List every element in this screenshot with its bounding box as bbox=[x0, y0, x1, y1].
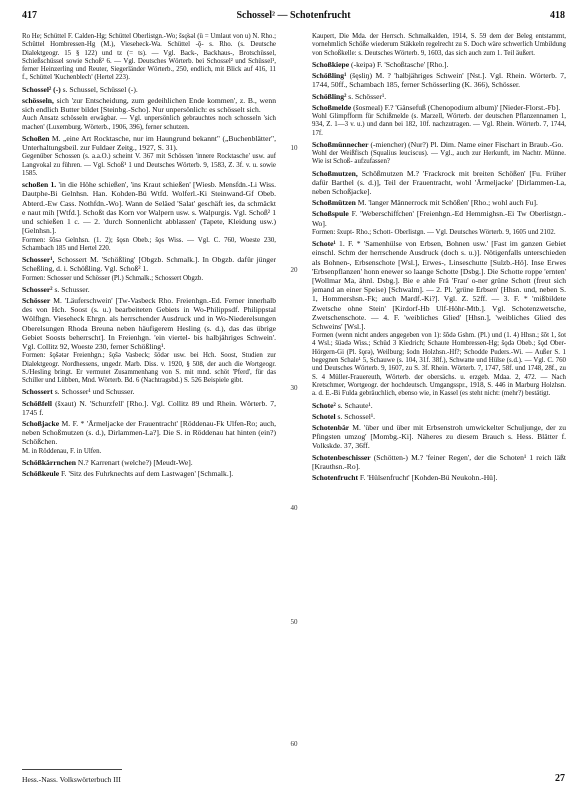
entry-text: M. in Röddenau, F. in Ulfen. bbox=[22, 447, 102, 455]
page-header bbox=[22, 10, 565, 24]
dictionary-entry bbox=[312, 401, 566, 410]
dictionary-entry bbox=[22, 85, 276, 94]
line-number-10: 10 bbox=[290, 144, 298, 152]
entry-text: M. 'über und über mit Erbsenstroh umwickelter Schuljunge, der zu Pfingsten umzog' [Mombg.-Ki]. Näheres zu diesem Brauch s. Hess. Blätter f. Volkskde. 37, 36ff. bbox=[312, 422, 566, 451]
line-number-30: 30 bbox=[290, 384, 298, 392]
entry-text: N.? Karrenart (welche?) [Meudt-We]. bbox=[76, 457, 193, 467]
dictionary-entry bbox=[312, 140, 566, 149]
dictionary-entry bbox=[22, 296, 276, 351]
dictionary-entry bbox=[312, 169, 566, 197]
entry-text: F. 'Sitz des Fuhrknechts auf dem Lastwagen' [Schmalk.]. bbox=[59, 469, 234, 479]
entry-headword: Schoßmutzen, bbox=[312, 168, 358, 178]
entry-text: Formen: Schosser und Schösser (Pl.) Schmalk.; Schossert Obgzb. bbox=[22, 274, 204, 282]
entry-headword: schoßen 1. bbox=[22, 180, 57, 190]
line-number-20: 20 bbox=[290, 266, 298, 274]
entry-text: Ro He; Schüttel F. Calden-Hg; Schüttel Oberlistgn.-Wo; šsǫ̈sǝl (ü = Umlaut von u) N. Rho.; Schüttel Hombressen-Hg (M.), Vieseheck-Wa. Schüttel -ǭ- s. Rho. (s. Deutsche Dialektgeogr. 15 § 122) und tz (= ts). — Vgl. Back-, Backhaus-, Brotschüssel, Schießschüssel sowie Schoß² 6. — Vgl. Deutsches Wörterb. bei Schossel² und Schüssel¹, ferner Heinzerling und Reuter, Siegerländer Wörterb., 250, endlich, mit Blick auf 416, 11 f., Schüttel 'Kuchenblech' (Hertel 223). bbox=[22, 33, 276, 82]
dictionary-entry bbox=[22, 469, 276, 478]
dictionary-entry bbox=[22, 387, 276, 396]
entry-text: Formen (wenn nicht anders angegeben von 1): šōdə Gshm. (Pl.) und (1. 4) Hhsn.; šōt 1, šot 4 Wsl.; šüədə Wiss.; Schüd 3 Kiedrich; Schaute Hombressen-Hg; šǫdə Obeb.; šǫd Ober-Hörgern-Gi (Pl. šǫrə), Weilburg; šodn Holzhsn.-Hf?; Schodde Puders.-Wi. — Außer S. 1 begegnen Schale¹ 5, Schauwe (s. 104, 31f. 38f.), Schwatte und Hülse (s.d.). — Vgl. C. 760 und Deutsches Wörterb. 9, 1607, zu S. 3f. Rhein. Wörterb. 7, 1747, 58f. und 1748, 28f., zu S. 4 Müller-Frauereuth, Wörterb. der obersächs. u. erzgeb. Mdaa. 2, 472. — Nach Kretschmer, Wortgeogr. der hochdeutsch. Umgangsspr., 1918, S. 446 in Marburg Holzhsn. a. d. E.-Bi Fulda gebräuchlich, ebenso wie, in Kassel (es steht nicht: (mehr?) bestätigt. bbox=[312, 332, 566, 398]
entry-text: F. 'Weberschiffchen' [Freienhgn.-Ed Hemmighsn.-Ei Tw Oberlistgn.-Wo]. bbox=[312, 209, 566, 228]
dictionary-entry bbox=[22, 96, 276, 114]
entry-headword: Schosser¹, bbox=[22, 255, 55, 265]
dictionary-entry bbox=[312, 71, 566, 89]
dictionary-entry bbox=[22, 458, 276, 467]
entry-headword: Schoßmützen bbox=[312, 198, 356, 208]
entry-text: (šxaut) N. 'Schurzfell' [Rho.]. Vgl. Collitz 89 und Rhein. Wörterb. 7, 1745 f. bbox=[22, 398, 276, 417]
dictionary-entry bbox=[22, 255, 276, 273]
entry-text: s. Schossel¹. bbox=[335, 411, 376, 421]
dictionary-note bbox=[312, 150, 566, 167]
dictionary-note bbox=[22, 33, 276, 83]
dictionary-note bbox=[312, 229, 566, 237]
dictionary-entry bbox=[22, 285, 276, 294]
entry-text: Schossert M. 'Schößling' [Obgzb. Schmalk.]. In Obgzb. dafür jünger Scheßling, d. i. Schößling. Vgl. Schoß² 1. bbox=[22, 255, 276, 274]
dictionary-note bbox=[312, 113, 566, 138]
dictionary-entry bbox=[312, 239, 566, 331]
entry-text: Schößmutzen M.? 'Frackrock mit breiten Schößen' [Fu. Früher dafür Barthel (s. d.)], Teil der Frauentracht, wohl 'Ärmeljacke' [Dirlammen-La, neben Schoßjacke]. bbox=[312, 168, 566, 196]
dictionary-entry bbox=[312, 473, 566, 482]
entry-headword: Schösser bbox=[22, 296, 51, 305]
dictionary-entry bbox=[312, 423, 566, 451]
entry-text: M. 'langer Männerrock mit Schößen' [Rho.; wohl auch Fu]. bbox=[355, 198, 538, 208]
entry-headword: Schotenbär bbox=[312, 422, 350, 432]
entry-text: Formen: šōsə Gelnhsn. (1. 2); šǫsn Obeb.; šǫs Wiss. — Vgl. C. 760, Woeste 230, Schambach 185 und Hertel 220. bbox=[22, 236, 276, 252]
entry-text: s. Schosser¹ und Schusser. bbox=[52, 387, 135, 397]
dictionary-note bbox=[22, 275, 276, 283]
dictionary-entry bbox=[312, 60, 566, 69]
entry-headword: Schößling¹ bbox=[312, 71, 347, 81]
entry-headword: Schotel bbox=[312, 411, 336, 421]
entry-headword: Schossel² (-) bbox=[22, 84, 61, 94]
entry-text: s. Schaute¹. bbox=[335, 400, 373, 410]
dictionary-note bbox=[22, 352, 276, 385]
entry-text: (-miencher) (Nur?) Pl. Dim. Name einer Fischart in Braub.-Go. bbox=[368, 139, 564, 149]
entry-headword: Schoßmünnecher bbox=[312, 139, 369, 149]
entry-text: Formen: šxupt- Rho.; Schott- Oberlistgn. — Vgl. Deutsches Wörterb. 9, 1605 und 2102. bbox=[312, 228, 556, 236]
dictionary-entry bbox=[312, 103, 566, 112]
entry-text: 'in die Höhe schießen', 'ins Kraut schießen' [Wiesb. Mensfdn.-Li Wiss. Dautphe-Bi Gelnhsn. Han. Kohden-Bü Wtfd. Wolferl.-Ki Steinwand-Gf Obeb. Abterd.-Ew Cass. Nothfdn.-Wo]. Wann de Seläed 'Salat' geschäft ies, da schmäckt e naut mih [Wtfd.]. Schoßt das Korn vor Walpern usw. s. Walpurgis. Vgl. Schoß² 1 und schießen 1 c. — 2. 'durch Sonnenlicht abblassen' (Tapete, Kleidung usw.) [Gelnhsn.]. bbox=[22, 180, 276, 236]
dictionary-entry bbox=[312, 453, 566, 471]
entry-text: Gegenüber Schossen (s. a.a.O.) scheint V. 367 mit Schössen 'innere Rocktasche' usw. auf Langvokal zu führen. — Vgl. Schoß¹ 1 und Deutsches Wörterb. 9, 1583, Z. 3f. v. u. sowie 1585. bbox=[22, 153, 276, 177]
entry-text: (šęsliŋ) M. ? 'halbjähriges Schwein' [Nst.]. Vgl. Rhein. Wörterb. 7, 1744, 50ff., Schambach 185, ferner Schösserling (K. 366), Schösser. bbox=[312, 71, 566, 90]
entry-text: s. Schussel, Schüssel (-). bbox=[60, 84, 138, 94]
dictionary-entry bbox=[312, 209, 566, 227]
entry-text: Wohl der Weißfisch (Squalius leuciscus). — Vgl., auch zur Herkunft, im Nachtr. Münne. Wie ist Schoß- aufzufassen? bbox=[312, 150, 566, 166]
entry-text: s. Schösser¹. bbox=[346, 91, 387, 101]
entry-headword: Schoßen bbox=[22, 133, 50, 143]
entry-text: (-keipə) F. 'Schoßtasche' [Rho.]. bbox=[349, 59, 449, 69]
entry-headword: Schoßkiepe bbox=[312, 59, 350, 69]
entry-headword: Schößling² bbox=[312, 91, 347, 101]
entry-text: s. Schusser. bbox=[52, 284, 90, 294]
entry-text: Kaupert, Die Mda. der Herrsch. Schmalkalden, 1914, S. 59 dem der Beleg entstammt, vornehmlich Schöße wiederum Stäkkeln regelrecht zu S. Doch wäre schwerlich Umbildung von Schoßkelle: s. Deutsches Wörterb. 9, 1603, das sich auch zum 1. Teil äußert. bbox=[312, 33, 566, 57]
dictionary-entry bbox=[312, 92, 566, 101]
entry-headword: Schotenbeschisser bbox=[312, 452, 371, 462]
dictionary-note bbox=[22, 237, 276, 254]
running-title: Schossel² — Schotenfrucht bbox=[236, 10, 351, 21]
dictionary-note bbox=[22, 448, 276, 456]
entry-text: (šosmeal) F.? 'Gänsefuß (Chenopodium album)' [Nieder-Florst.-Fb]. bbox=[351, 102, 561, 112]
line-number-40: 40 bbox=[290, 504, 298, 512]
entry-text: (Schötten-) M.? 'feiner Regen', der die Schoten¹ 1 reich läßt [Krauthsn.-Ro]. bbox=[312, 452, 566, 471]
dictionary-note bbox=[22, 153, 276, 178]
entry-headword: schösseln, bbox=[22, 95, 54, 105]
footer-sheet-number: 27 bbox=[555, 773, 565, 784]
entry-headword: Schoßspule bbox=[312, 209, 349, 219]
entry-text: M. F. * 'Ärmeljacke der Frauentracht' [Röddenau-Fk Ulfen-Ro; auch, neben Schoßmutzen (s. d.), Dirlammen-La?]. Die S. in Röddenau hat hinten (ein?) Schößchen. bbox=[22, 419, 276, 447]
dictionary-entry bbox=[22, 180, 276, 235]
entry-text: Auch Ansatz schösseln erwägbar. — Vgl. unpersönlich gebrauchtes noch schosseln 'sich machen' (Luxemburg. Wörterb., 1906, 396), ferner schutzen. bbox=[22, 115, 276, 131]
entry-headword: Schote² bbox=[312, 400, 336, 410]
entry-headword: Schossert bbox=[22, 387, 53, 397]
dictionary-entry bbox=[22, 399, 276, 417]
page-number-right: 418 bbox=[550, 10, 565, 21]
entry-text: M. „eine Art Rocktasche, nur im Haungrund bekannt" („Buchenblätter", Unterhaltungsbeil. zur Fuldaer Zeitg., 1927, S. 31). bbox=[22, 133, 276, 153]
entry-text: sich 'zur Entscheidung, zum gedeihlichen Ende kommen', z. B., wenn sich endlich Butter bildet [Steinbg.-Scho]. Nur unpersönlich: es schösselt sich. bbox=[22, 95, 276, 115]
line-number-50: 50 bbox=[290, 618, 298, 626]
footer-rule bbox=[22, 769, 122, 770]
entry-text: M. 'Läuferschwein' [Tw-Vasbeck Rho. Freienhgn.-Ed. Ferner innerhalb des von Hch. Soost (s. u.) bearbeiteten Gebiets in Wo-Philippsdf. Philippstal Wölfhgn. Vieseheck Ehrgn. als herrschender Ausdruck und in Wo-Niederelsungen Oberelsungen Rhoda Breuna neben häufigerem Hesling (s. d.), das das übrige Gebiet Soosts beherrscht]. In Freienhgn. 'ein viertel- bis halbjähriges Schwein'. Vgl. Collitz 92, Woeste 230, ferner Schößling¹. bbox=[22, 296, 276, 352]
entry-text: F. 'Hülsenfrucht' [Kohden-Bü Neukohn.-Hü]. bbox=[357, 472, 498, 482]
footer-publication: Hess.-Nass. Volkswörterbuch III bbox=[22, 775, 121, 784]
page-footer bbox=[22, 775, 565, 787]
dictionary-entry bbox=[22, 419, 276, 447]
dictionary-entry bbox=[312, 198, 566, 207]
dictionary-entry bbox=[312, 412, 566, 421]
entry-headword: Schosser² bbox=[22, 284, 53, 294]
entry-headword: Schoßmelde bbox=[312, 102, 352, 112]
line-number-60: 60 bbox=[290, 740, 298, 748]
dictionary-note bbox=[312, 332, 566, 398]
left-column bbox=[22, 32, 276, 762]
entry-headword: Schößkeule bbox=[22, 469, 60, 479]
entry-text: Formen: šǫšətər Freienhgn.; šǫšə Vasbeck; šödər usw. bei Hch. Soost, Studien zur Dialektgeogr. Nordhessens, ungedr. Marb. Diss. v. 1920, § 508, der auch die Wortgeogr. S./Hesling bringt. Er vermutet Zusammenhang von S. mit mnd. schöt 'Pferd', für das Schiller und Lübben, Mnd. Wörterb. Bd. 6 (Nachtragsbd.) S. 526 Beispiele gibt. bbox=[22, 352, 276, 385]
entry-headword: Schotenfrucht bbox=[312, 472, 358, 482]
entry-headword: Schoßjacke bbox=[22, 419, 60, 429]
entry-headword: Schößkärrnchen bbox=[22, 457, 77, 467]
entry-headword: Schößfell bbox=[22, 398, 52, 408]
page-number-left: 417 bbox=[22, 10, 37, 21]
entry-text: 1. F. * 'Samenhülse von Erbsen, Bohnen usw.' [Fast im ganzen Gebiet einschl. Schm der herrschende Ausdruck (doch s. u.)]. Nötigenfalls unterschieden als Bohnen-, Erbsenschote [Wsl.], Erwes-, Linseschutte [Sulzb.-Hö]. Inse Erwes 'Erbsenpflanzen' honn enewer so laange Schotte [Dsbg.]. Die Schotte roppe 'ernten' [Wollmar Ma, ähnl. Dsbg.]. Bie e ahle Frä 'Frau' o-ner grüne Schott (freut sich jemand an einer Speise) [Schwalm]. — 2. Pl. 'grüne Erbsen' [Hhsn. und, neben S. 1, Hommershsn.-Fk; auch Mardf.-Ki?]. Vgl. Z. 52ff. — 3. F. * 'mißbildete Zwetsche ohne Stein' [Kirdorf-Hb Ulf-Höhr-Mtb.]. Vgl. Schotenzwetsche, Zwetschenschote. — 4. F. 'weibliches Glied' [Hhsn.], 'weibliches Glied des Schweins' [Wsl.]. bbox=[312, 239, 566, 331]
entry-text: Wohl Glimpfform für Schißmelde (s. Marzell, Wörterb. der deutschen Pflanzennamen 1, 934, Z. 1—3 v. u.) und dann bei 182, 10f. nachzutragen. — Vgl. Rhein. Wörterb. 7, 1744, 17f. bbox=[312, 112, 566, 137]
dictionary-entry bbox=[22, 134, 276, 152]
dictionary-note bbox=[22, 115, 276, 132]
right-column bbox=[312, 32, 566, 762]
entry-headword: Schote¹ bbox=[312, 239, 336, 249]
dictionary-note bbox=[312, 33, 566, 58]
